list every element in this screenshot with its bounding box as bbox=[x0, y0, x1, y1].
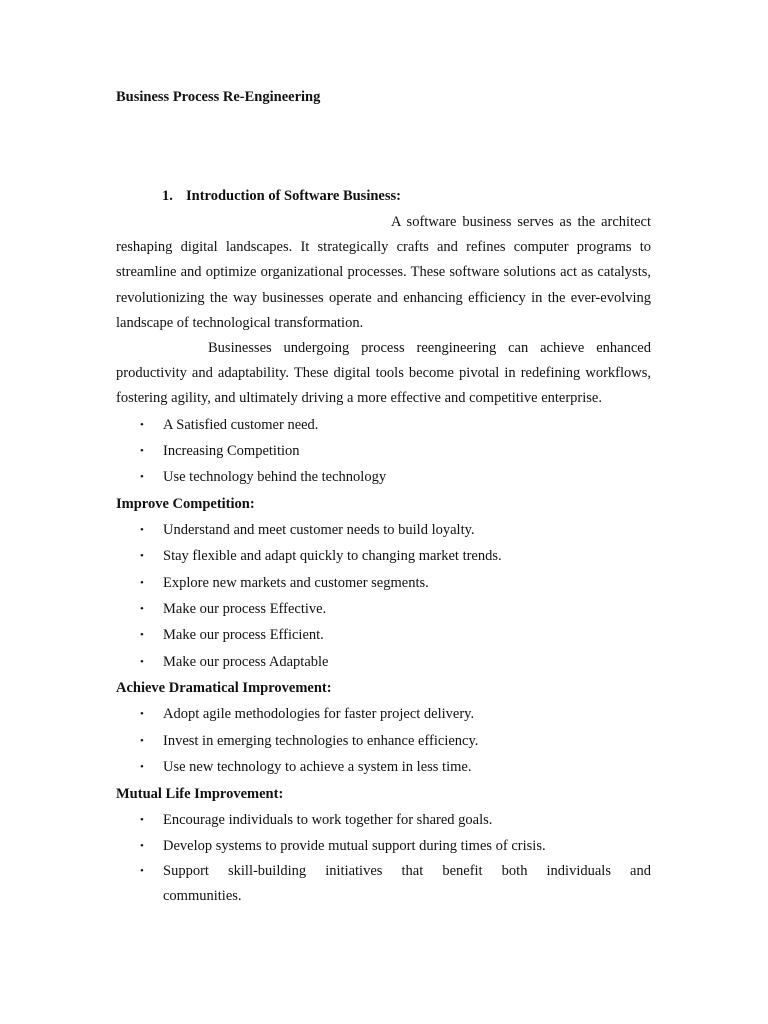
bullet-icon: • bbox=[140, 576, 144, 589]
list-item: • Increasing Competition bbox=[116, 438, 651, 464]
list-item: • Make our process Effective. bbox=[116, 596, 651, 622]
document-title: Business Process Re-Engineering bbox=[116, 89, 321, 105]
list-item: • A Satisfied customer need. bbox=[116, 412, 651, 438]
bullet-icon: • bbox=[140, 865, 144, 878]
bullet-icon: • bbox=[140, 523, 144, 536]
list-item: • Use technology behind the technology bbox=[116, 464, 651, 490]
bullet-icon: • bbox=[140, 761, 144, 774]
paragraph-intro: A software business serves as the architect reshaping digital landscapes. It strategically crafts and refines computer programs to streamline and optimize organizational processes. These software solutions act as catalysts, revolutionizing the way businesses operate and enhancing efficiency in the ever-evolving landscape of technological transformation. bbox=[116, 214, 651, 331]
list-item: • Invest in emerging technologies to enhance efficiency. bbox=[116, 728, 651, 754]
list-item-continuation: communities. bbox=[163, 888, 242, 905]
paragraph-reengineering: Businesses undergoing process reengineering can achieve enhanced productivity and adaptability. These digital tools become pivotal in redefining workflows, fostering agility, and ultimately driving a more effective and competitive enterprise. bbox=[116, 340, 651, 407]
improve-competition-list bbox=[116, 517, 651, 675]
section-number: 1. bbox=[162, 188, 173, 204]
heading-mutual-life: Mutual Life Improvement: bbox=[116, 785, 284, 802]
list-item: • Encourage individuals to work together for shared goals. bbox=[116, 807, 651, 833]
dramatical-improvement-list bbox=[116, 701, 651, 780]
list-item: • Understand and meet customer needs to build loyalty. bbox=[116, 517, 651, 543]
list-item: • Stay flexible and adapt quickly to changing market trends. bbox=[116, 543, 651, 569]
bullet-icon: • bbox=[140, 839, 144, 852]
bullet-icon: • bbox=[140, 445, 144, 458]
bullet-icon: • bbox=[140, 734, 144, 747]
bullet-icon: • bbox=[140, 550, 144, 563]
intro-bullet-list bbox=[116, 412, 651, 491]
heading-dramatical-improvement: Achieve Dramatical Improvement: bbox=[116, 680, 332, 697]
bullet-icon: • bbox=[140, 813, 144, 826]
list-item: • Make our process Efficient. bbox=[116, 622, 651, 648]
document-body bbox=[116, 210, 651, 909]
bullet-icon: • bbox=[140, 418, 144, 431]
list-item: • Make our process Adaptable bbox=[116, 649, 651, 675]
list-item: • Explore new markets and customer segments. bbox=[116, 570, 651, 596]
section-heading bbox=[162, 187, 401, 205]
bullet-icon: • bbox=[140, 471, 144, 484]
list-item: • Use new technology to achieve a system in less time. bbox=[116, 754, 651, 780]
bullet-icon: • bbox=[140, 629, 144, 642]
bullet-icon: • bbox=[140, 708, 144, 721]
section-heading-text: Introduction of Software Business: bbox=[186, 188, 401, 204]
heading-improve-competition: Improve Competition: bbox=[116, 495, 255, 512]
bullet-icon: • bbox=[140, 603, 144, 616]
mutual-life-list bbox=[116, 807, 651, 910]
bullet-icon: • bbox=[140, 655, 144, 668]
list-item: • Support skill-building initiatives that benefit both individuals and bbox=[116, 859, 651, 884]
list-item: • Develop systems to provide mutual support during times of crisis. bbox=[116, 833, 651, 859]
list-item: • Adopt agile methodologies for faster project delivery. bbox=[116, 701, 651, 727]
